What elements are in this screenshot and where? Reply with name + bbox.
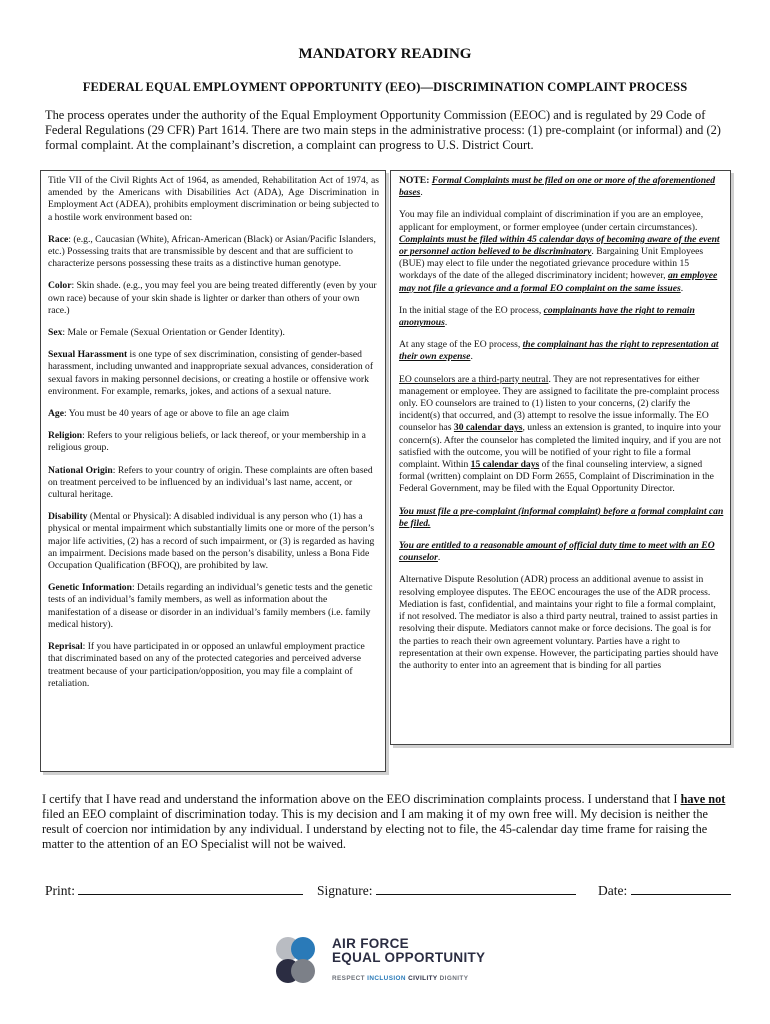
basis-term: Color xyxy=(48,280,72,292)
p2a: In the initial stage of the EO process, xyxy=(399,304,544,316)
p3b: the complainant has the right to representation at their own expense xyxy=(399,339,719,363)
note-end: . xyxy=(420,187,423,199)
note-label: NOTE: xyxy=(399,175,432,186)
basis-text: : (e.g., Caucasian (White), African-American (Black) or Asian/Pacific Islanders, etc.) Possessing traits that are transmissible by descent and that are sufficient to characterize persons possessing these traits as a distinctive human genotype. xyxy=(48,233,376,270)
p1b: Complaints must be filed within 45 calendar days of becoming aware of the event or personnel action believed to be discriminatory xyxy=(399,233,720,258)
signature-line[interactable] xyxy=(376,880,576,895)
p1e: . xyxy=(680,282,684,294)
process-notes-box xyxy=(390,170,731,745)
print-field[interactable] xyxy=(45,880,303,899)
tag-civility: CIVILITY xyxy=(408,975,440,982)
print-line[interactable] xyxy=(78,880,303,895)
pre-complaint-paragraph xyxy=(399,506,724,530)
basis-text: : Skin shade. (e.g., you may feel you are being treated differently (even by your own race) because of your skin shade is lighter or darker than others of your own race.) xyxy=(48,280,377,316)
basis-national-origin xyxy=(48,465,379,502)
page-title: MANDATORY READING xyxy=(298,46,472,62)
duty-time-paragraph xyxy=(399,540,724,564)
basis-text: : Male or Female (Sexual Orientation or Gender Identity). xyxy=(62,327,285,339)
p1d: an employee may not file a grievance and a formal EO complaint on the same issues xyxy=(399,270,718,294)
basis-term: Genetic Information xyxy=(48,582,132,594)
logo-title-line1: AIR FORCE xyxy=(332,936,409,951)
cert-a: I certify that I have read and understand the information above on the EEO discrimination complaints process. I understand that I xyxy=(42,792,681,806)
p1a: You may file an individual complaint of discrimination if you are an employee, applicant for employment, or former employee (under certain circumstances). xyxy=(399,209,704,233)
p2b: complainants have the right to remain anonymous xyxy=(399,304,695,329)
basis-term: Reprisal xyxy=(48,641,83,653)
logo-emblem-icon xyxy=(272,933,330,993)
basis-disability xyxy=(48,511,379,572)
signature-label: Signature: xyxy=(317,883,373,898)
p2c: . xyxy=(444,317,448,329)
logo-title-line2: EQUAL OPPORTUNITY xyxy=(332,950,486,965)
basis-religion xyxy=(48,430,379,454)
logo-circle-blue xyxy=(291,937,315,961)
basis-color xyxy=(48,280,379,317)
basis-genetic-information xyxy=(48,582,379,631)
adr-paragraph: Alternative Dispute Resolution (ADR) process an additional avenue to assist in resolving employee disputes. The EEOC encourages the use of the ADR process. Mediation is fast, confidential, and maintains your right to file a formal complaint, if not resolved. The mediator is also a third party neutral, trained to assist parties in resolving their dispute. Mediators cannot make or force decisions. The goal is for the parties to reach their own agreement voluntary. Parties have a right to representation at their own expense. However, the participating parties should have the authority to enter into an agreement that is binding for all parties xyxy=(399,574,719,671)
basis-reprisal xyxy=(48,641,379,690)
print-label: Print: xyxy=(45,883,76,898)
p4f: of the final counseling interview, a signed formal (written) complaint on DD Form 2655, Complaint of Discrimination in the Federal Government, may be filed with the Equal Opportunity Director. xyxy=(399,459,714,495)
basis-text: : If you have participated in or opposed an unlawful employment practice that discriminated based on any of the protected categories and perceived adverse treatment because of your participation/opposition, you may file a complaint of retaliation. xyxy=(48,641,365,689)
logo-circle-grey xyxy=(291,959,315,983)
basis-term: Sexual Harassment xyxy=(48,349,128,361)
cert-have-not: have not xyxy=(680,792,726,806)
date-field[interactable] xyxy=(598,880,731,899)
cert-c: filed an EEO complaint of discrimination today. This is my decision and I am making it of my own free will. My decision is neither the result of coercion nor intimidation by any individual. I understand by electing not to file, the 45-calendar day time frame for raising the matter to the attention of an EO Specialist will not be waived. xyxy=(42,807,708,851)
counselor-paragraph xyxy=(399,374,724,496)
basis-sex xyxy=(48,327,379,339)
basis-race xyxy=(48,234,379,271)
representation-paragraph xyxy=(399,339,724,363)
p4d: , unless an extension is granted, to inquire into your concern(s). After the counselor has completed the limited inquiry, and if you are not satisfied with the outcome, you will be notified of your right to file a formal complaint. Within xyxy=(399,422,721,471)
basis-term: Race xyxy=(48,233,69,245)
intro-paragraph: The process operates under the authority of the Equal Employment Opportunity Commission (EEOC) and is regulated by 29 Code of Federal Regulations (29 CFR) Part 1614. There are two main steps in the administrative process: (1) pre-complaint (or informal) and (2) formal complaint. At the complainant’s discretion, a complaint can progress to U.S. District Court. xyxy=(45,108,721,152)
p5: You must file a pre-complaint (informal complaint) before a formal complaint can be filed. xyxy=(399,505,724,529)
p6a: You are entitled to a reasonable amount of official duty time to meet with an EO counselor xyxy=(399,540,715,564)
signature-field[interactable] xyxy=(317,880,576,899)
p4a: EO counselors are a third-party neutral xyxy=(399,373,549,385)
basis-term: Sex xyxy=(48,327,63,339)
basis-term: Disability xyxy=(48,511,88,523)
page-subtitle: FEDERAL EQUAL EMPLOYMENT OPPORTUNITY (EEO)—DISCRIMINATION COMPLAINT PROCESS xyxy=(82,80,688,94)
basis-age xyxy=(48,408,379,420)
note-paragraph xyxy=(399,175,724,199)
basis-text: is one type of sex discrimination, consisting of gender-based harassment, including unwanted and inappropriate sexual advances, consideration of sexual favors in making personnel decisions, or creating a hostile or offensive work environment. For example, remarks, jokes, and actions of a sexual nature. xyxy=(48,349,374,397)
anonymity-paragraph xyxy=(399,305,724,329)
filing-deadline-paragraph xyxy=(399,209,724,294)
note-text: Formal Complaints must be filed on one or more of the aforementioned bases xyxy=(399,175,716,199)
basis-sexual-harassment xyxy=(48,349,379,398)
date-line[interactable] xyxy=(631,880,731,895)
p3c: . xyxy=(470,351,473,363)
basis-text: : Details regarding an individual’s genetic tests and the genetic tests of an individual’s family members, as well as information about the manifestation of a disease or disorder in an individual’s family members (i.e. family medical history). xyxy=(48,582,373,630)
bases-intro: Title VII of the Civil Rights Act of 1964, as amended, Rehabilitation Act of 1974, as amended by the Americans with Disabilities Act (ADA), Age Discrimination in Employment Act (ADEA), prohibits employment discrimination or being subjected to a hostile work environment based on: xyxy=(48,175,379,223)
basis-term: Religion xyxy=(48,430,83,442)
p4b: . They are not representatives for either management or employee. They are assigned to facilitate the pre-complaint process only. EO counselors are trained to (1) listen to your concerns, (2) clarify the incident(s) that occurred, and (3) attempt to resolve the issue informally. The EO counselor has xyxy=(399,373,720,434)
basis-text: : Refers to your religious beliefs, or lack thereof, or your membership in a religious group. xyxy=(48,430,366,454)
basis-term: Age xyxy=(48,408,64,420)
tag-respect: RESPECT xyxy=(332,975,368,982)
basis-text: : You must be 40 years of age or above to file an age claim xyxy=(63,408,290,420)
basis-text: (Mental or Physical): A disabled individual is any person who (1) has a physical or mental impairment which substantially limits one or more of the person’s major life activities, (2) has a record of such impairment, or (3) is regarded as having an impairment. Decisions made based on the person’s disability, unless a Bona Fide Occupation Qualification (BFOQ), are prohibited by law. xyxy=(48,511,375,572)
date-label: Date: xyxy=(598,883,628,898)
tag-dignity: DIGNITY xyxy=(439,975,469,982)
logo-tagline xyxy=(332,975,468,982)
p1c: . Bargaining Unit Employees (BUE) may elect to file under the negotiated grievance procedure within 15 workdays of the date of the alleged discriminatory incident; however, xyxy=(399,246,704,282)
tag-inclusion: INCLUSION xyxy=(367,975,409,982)
p4e: 15 calendar days xyxy=(470,459,540,471)
basis-term: National Origin xyxy=(48,464,113,476)
p3a: At any stage of the EO process, xyxy=(399,339,523,351)
basis-text: : Refers to your country of origin. These complaints are often based on treatment perceived to be influenced by an individual’s last name, accent, or cultural heritage. xyxy=(48,464,373,501)
protected-bases-box xyxy=(40,170,386,772)
p6b: . xyxy=(437,552,441,564)
air-force-eo-logo xyxy=(272,933,512,993)
certification-statement xyxy=(42,792,732,852)
p4c: 30 calendar days xyxy=(453,422,523,434)
